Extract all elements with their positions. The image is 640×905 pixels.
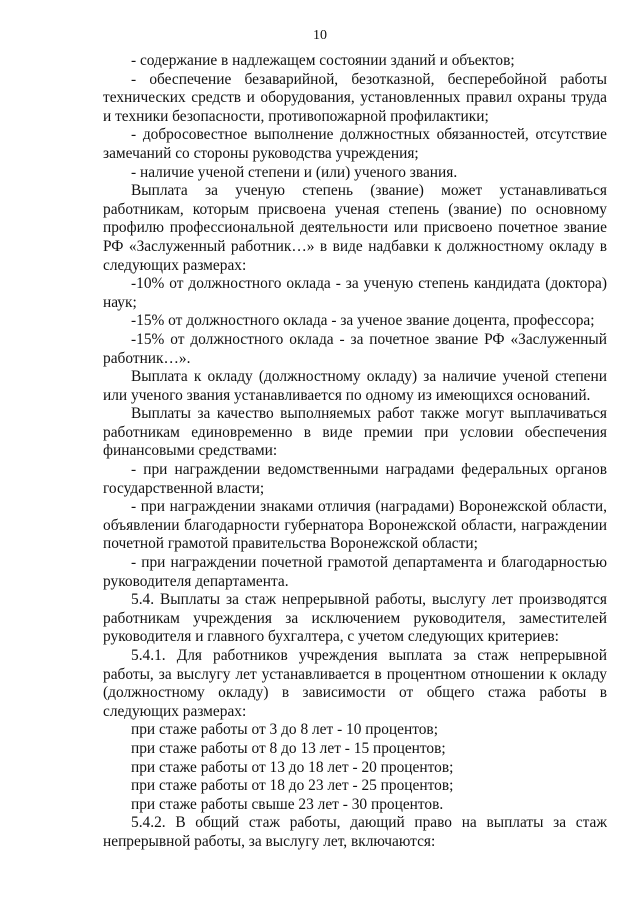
paragraph: - наличие ученой степени и (или) ученого звания. [131,163,458,181]
paragraph: Выплата за ученую степень (звание) может устанавливаться работникам, которым присвоена ученая степень (звание) по основному профилю профессиональной деятельности или присвоено почетное звание РФ «Заслуженный работник…» в виде надбавки к должностному окладу в следующих размерах: [103,182,607,274]
paragraph: -10% от должностного оклада - за ученую степень кандидата (доктора) наук; [103,275,607,311]
seniority-list-item: при стаже работы свыше 23 лет - 30 процентов. [131,795,444,813]
seniority-list-item: при стаже работы от 13 до 18 лет - 20 процентов; [131,758,454,776]
seniority-list-item: при стаже работы от 8 до 13 лет - 15 процентов; [131,739,446,757]
paragraph: Выплаты за качество выполняемых работ также могут выплачиваться работникам единовременно в виде премии при условии обеспечения финансовыми средствами: [103,405,607,460]
paragraph: - при награждении почетной грамотой департамента и благодарностью руководителя департамента. [103,554,607,590]
seniority-list-item: при стаже работы от 18 до 23 лет - 25 процентов; [131,777,454,795]
paragraph: - при награждении ведомственными наградами федеральных органов государственной власти; [103,461,607,497]
paragraph: - добросовестное выполнение должностных обязанностей, отсутствие замечаний со стороны руководства учреждения; [103,126,607,162]
paragraph: -15% от должностного оклада - за почетное звание РФ «Заслуженный работник…». [103,330,607,367]
paragraph: 5.4.1. Для работников учреждения выплата за стаж непрерывной работы, за выслугу лет устанавливается в процентном отношении к окладу (должностному окладу) в зависимости от общего стажа работы в следующих размерах: [103,647,607,720]
document-body [103,52,607,852]
paragraph: - обеспечение безаварийной, безотказной, бесперебойной работы технических средств и оборудования, установленных правил охраны труда и техники безопасности, противопожарной профилактики; [103,70,607,125]
paragraph: 5.4. Выплаты за стаж непрерывной работы, выслугу лет производятся работникам учреждения за исключением руководителя, заместителей руководителя и главного бухгалтера, с учетом следующих критериев: [103,591,607,646]
paragraph: - при награждении знаками отличия (наградами) Воронежской области, объявлении благодарности губернатора Воронежской области, награждении почетной грамотой правительства Воронежской области; [103,498,607,553]
closing-paragraph: 5.4.2. В общий стаж работы, дающий право на выплаты за стаж непрерывной работы, за выслугу лет, включаются: [103,814,607,850]
seniority-list [103,721,607,814]
seniority-list-item: при стаже работы от 3 до 8 лет - 10 процентов; [131,721,438,739]
paragraph: -15% от должностного оклада - за ученое звание доцента, профессора; [131,312,595,330]
page-number: 10 [313,28,327,43]
paragraph: Выплата к окладу (должностному окладу) за наличие ученой степени или ученого звания устанавливается по одному из имеющихся оснований. [103,368,607,404]
paragraph: - содержание в надлежащем состоянии зданий и объектов; [131,52,515,69]
